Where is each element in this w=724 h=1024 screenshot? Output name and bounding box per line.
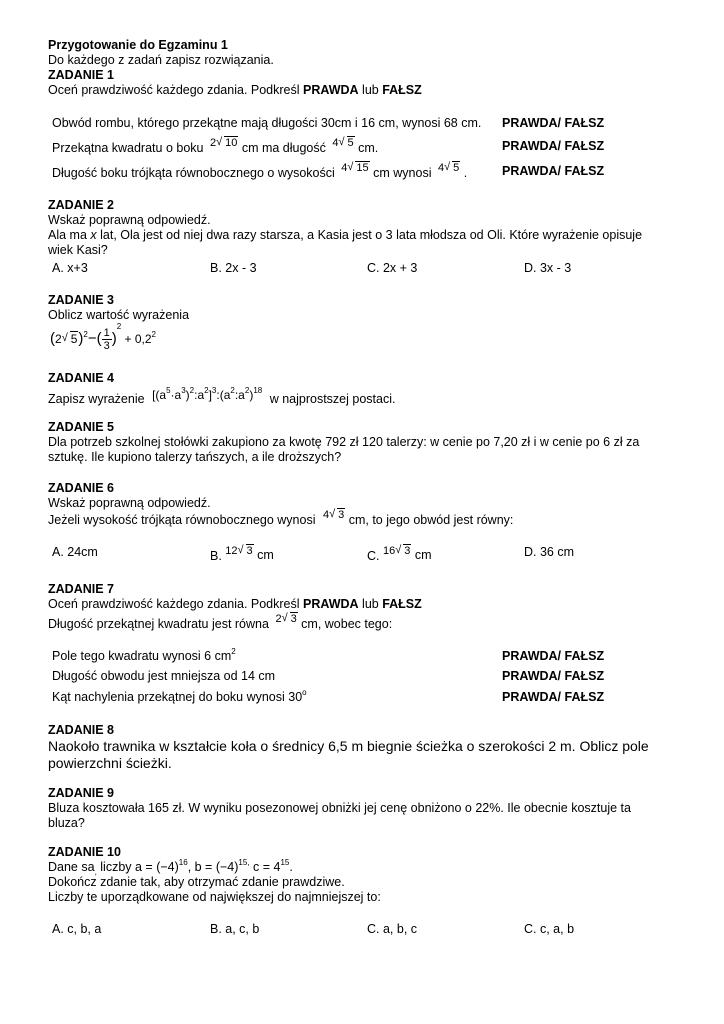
- task6-opt-b-rad: 3: [246, 545, 253, 557]
- task7-instr-prawda: PRAWDA: [303, 597, 359, 611]
- task2-option-b: B. 2x - 3: [210, 261, 257, 275]
- task1-s3-rad1: 15: [356, 162, 369, 174]
- task3-frac-den: 3: [103, 340, 110, 353]
- task7-s1-text: Pole tego kwadratu wynosi 6 cm: [52, 649, 232, 663]
- task3-exp1: 2: [83, 330, 88, 339]
- task10-option-b: B. a, c, b: [210, 922, 260, 936]
- task10-line3: Liczby te uporządkowane od największej do najmniejszej to:: [48, 890, 381, 904]
- task4-expression-line: [48, 386, 396, 407]
- task3-minus: −(: [87, 330, 102, 347]
- task10-d-a: liczby a = (−4): [96, 860, 179, 874]
- task1-statement-3: [52, 162, 468, 182]
- task1-answer-2: PRAWDA/ FAŁSZ: [502, 139, 605, 153]
- task1-answer-1: PRAWDA/ FAŁSZ: [502, 116, 605, 130]
- task10-option-c: C. a, b, c: [367, 922, 418, 936]
- task2-q-post: lat, Ola jest od niej dwa razy starsza, a Kasia jest o 3 lata młodsza od Oli. Które wyrażenie opisuje: [96, 228, 643, 242]
- task6-opt-b-unit: cm: [257, 548, 274, 562]
- task3-exp2: 2: [116, 322, 122, 331]
- task10-d-a-exp: 16: [178, 857, 188, 867]
- task4-e-close1: ): [185, 388, 190, 402]
- task3-paren-close: ): [78, 330, 84, 347]
- sqrt-icon: [339, 136, 355, 151]
- task10-d-b-exp: 15,: [238, 857, 250, 867]
- task6-opt-c-rad: 3: [404, 545, 411, 557]
- task1-title: ZADANIE 1: [48, 68, 114, 82]
- task1-s3-coef2: 4: [437, 162, 445, 174]
- task8-line2: powierzchni ścieżki.: [48, 755, 172, 771]
- task7-answer-3: PRAWDA/ FAŁSZ: [502, 690, 605, 704]
- task6-q-coef: 4: [322, 509, 330, 521]
- task7-s3-sup: o: [302, 687, 307, 697]
- task10-line2: Dokończ zdanie tak, aby otrzymać zdanie prawdziwe.: [48, 875, 345, 889]
- sqrt-icon: [444, 161, 460, 176]
- doc-title: Przygotowanie do Egzaminu 1: [48, 38, 228, 52]
- task4-e-2d: 2: [244, 386, 250, 395]
- task4-expression: [152, 388, 262, 402]
- task1-statement-2: [52, 137, 379, 157]
- task3-frac-num: 1: [103, 327, 110, 340]
- task7-instr-falsz: FAŁSZ: [382, 597, 422, 611]
- task4-pre: Zapisz wyrażenie: [48, 392, 145, 406]
- task10-title: ZADANIE 10: [48, 845, 121, 859]
- sqrt-icon: [282, 612, 298, 627]
- task1-s2-math1: [210, 137, 238, 149]
- task7-answer-1: PRAWDA/ FAŁSZ: [502, 649, 605, 663]
- task1-s3-math2: [438, 162, 460, 174]
- task1-s2-post: cm.: [358, 141, 379, 155]
- task1-s3-mid: cm wynosi: [373, 166, 432, 180]
- task4-e-colon3: :a: [234, 388, 245, 402]
- task10-d-c-exp: 15: [280, 857, 290, 867]
- task6-question: [48, 509, 514, 529]
- task6-option-b: [210, 546, 274, 562]
- task2-question-line2: wiek Kasi?: [48, 243, 108, 257]
- task7-instr-lub: lub: [358, 597, 383, 611]
- task1-s3-rad2: 5: [453, 162, 460, 174]
- task6-option-a: A. 24cm: [52, 545, 98, 559]
- sqrt-icon: [395, 544, 411, 559]
- sqrt-icon: [238, 544, 254, 559]
- task10-option-d: C. c, a, b: [524, 922, 575, 936]
- task7-q-rad: 3: [290, 613, 297, 625]
- task3-fraction: [102, 327, 112, 352]
- task6-opt-c-coef: 16: [382, 545, 396, 557]
- task2-q-pre: Ala ma: [48, 228, 91, 242]
- task6-instruction: Wskaż poprawną odpowiedź.: [48, 496, 211, 510]
- task7-statement-1: [52, 646, 236, 664]
- task9-line2: bluza?: [48, 816, 85, 830]
- task7-instr-text: Oceń prawdziwość każdego zdania. Podkreśl: [48, 597, 303, 611]
- task6-q-pre: Jeżeli wysokość trójkąta równobocznego wynosi: [48, 513, 316, 527]
- task6-title: ZADANIE 6: [48, 481, 114, 495]
- task7-statement-3: [52, 687, 307, 705]
- task3-exp3: 2: [151, 330, 156, 339]
- task7-instruction: [48, 597, 422, 612]
- task4-e-18: 18: [253, 386, 263, 395]
- task3-coef: 2: [55, 332, 62, 346]
- task1-instr-lub: lub: [358, 83, 383, 97]
- task4-e-3b: 3: [211, 386, 217, 395]
- task6-opt-b-coef: 12: [225, 545, 238, 557]
- task1-answer-3: PRAWDA/ FAŁSZ: [502, 164, 605, 178]
- task4-title: ZADANIE 4: [48, 371, 114, 385]
- task7-statement-2: Długość obwodu jest mniejsza od 14 cm: [52, 669, 276, 683]
- task1-s3-post: .: [463, 166, 468, 180]
- sqrt-icon: [347, 161, 369, 176]
- task1-s2-coef1: 2: [209, 137, 217, 149]
- task10-d-pre: Dane sa: [48, 860, 95, 874]
- task6-opt-c-math: [383, 545, 411, 557]
- task5-title: ZADANIE 5: [48, 420, 114, 434]
- task7-q-pre: Długość przekątnej kwadratu jest równa: [48, 617, 269, 631]
- task4-e-dot: ·a: [170, 388, 182, 402]
- task1-s3-pre: Długość boku trójkąta równobocznego o wysokości: [52, 166, 335, 180]
- task9-line1: Bluza kosztowała 165 zł. W wyniku posezonowej obniżki jej cenę obniżono o 22%. Ile obecnie kosztuje ta: [48, 801, 631, 815]
- task1-instruction: [48, 83, 422, 98]
- task1-s2-mid: cm ma długość: [241, 141, 326, 155]
- task3-paren-open: (: [50, 330, 55, 347]
- task10-option-a: A. c, b, a: [52, 922, 102, 936]
- task4-e-5: 5: [166, 386, 171, 395]
- task10-d-c: c = 4: [249, 860, 281, 874]
- doc-subtitle: Do każdego z zadań zapisz rozwiązania.: [48, 53, 274, 67]
- task9-title: ZADANIE 9: [48, 786, 114, 800]
- task7-s1-sup: 2: [231, 646, 236, 656]
- task4-e-2c: 2: [230, 386, 235, 395]
- task7-q-post: cm, wobec tego:: [301, 617, 393, 631]
- task6-q-post: cm, to jego obwód jest równy:: [348, 513, 514, 527]
- task6-option-c: [367, 546, 432, 562]
- task2-instruction: Wskaż poprawną odpowiedź.: [48, 213, 211, 227]
- task2-option-d: D. 3x - 3: [524, 261, 572, 275]
- task7-answer-2: PRAWDA/ FAŁSZ: [502, 669, 605, 683]
- task4-e-2b: 2: [204, 386, 209, 395]
- task4-e-close3: ): [249, 388, 254, 402]
- sqrt-icon: [216, 136, 238, 151]
- task7-s3-text: Kąt nachylenia przekątnej do boku wynosi 30: [52, 690, 303, 704]
- task1-s2-rad2: 5: [347, 137, 354, 149]
- task4-e-3a: 3: [181, 386, 186, 395]
- task4-e-colon1: :a: [194, 388, 205, 402]
- task5-line2: sztukę. Ile kupiono talerzy tańszych, a ile droższych?: [48, 450, 342, 464]
- task3-instruction: Oblicz wartość wyrażenia: [48, 308, 190, 322]
- task7-question: [48, 613, 393, 633]
- task2-title: ZADANIE 2: [48, 198, 114, 212]
- task1-s3-coef1: 4: [341, 162, 348, 174]
- task7-q-math: [275, 613, 297, 625]
- task3-paren-close2: ): [111, 330, 117, 347]
- task4-e-2a: 2: [189, 386, 195, 395]
- task10-d-b: , b = (−4): [187, 860, 239, 874]
- task3-title: ZADANIE 3: [48, 293, 114, 307]
- task1-s2-math2: [332, 137, 354, 149]
- task6-opt-b-label: B.: [210, 549, 222, 563]
- task1-instr-prawda: PRAWDA: [303, 83, 359, 97]
- task6-q-rad: 3: [338, 509, 345, 521]
- task6-opt-b-math: [225, 545, 253, 557]
- task1-s3-math1: [341, 162, 369, 174]
- sqrt-icon: [329, 508, 345, 523]
- task1-s2-coef2: 4: [332, 137, 339, 149]
- task4-e-open: [(a: [152, 388, 167, 402]
- task10-d-comma: ,: [94, 867, 97, 877]
- task4-e-colon2: :(a: [216, 388, 231, 402]
- task6-opt-c-unit: cm: [414, 548, 432, 562]
- task2-q-var: x: [90, 228, 97, 242]
- task8-line1: Naokoło trawnika w kształcie koła o średnicy 6,5 m biegnie ścieżka o szerokości 2 m. Oblicz pole: [48, 738, 649, 754]
- task4-e-close2: ]: [208, 388, 212, 402]
- task4-post: w najprostszej postaci.: [269, 392, 396, 406]
- task3-expression: [50, 322, 156, 353]
- sqrt-icon: [62, 325, 79, 353]
- task6-option-d: D. 36 cm: [524, 545, 575, 559]
- task6-opt-c-label: C.: [367, 549, 380, 563]
- task7-title: ZADANIE 7: [48, 582, 114, 596]
- task8-title: ZADANIE 8: [48, 723, 114, 737]
- task3-plus: + 0,2: [124, 332, 152, 346]
- task7-q-coef: 2: [275, 613, 282, 625]
- task10-d-end: .: [289, 860, 293, 874]
- task1-s2-pre: Przekątna kwadratu o boku: [52, 141, 204, 155]
- task1-statement-1: Obwód rombu, którego przekątne mają długości 30cm i 16 cm, wynosi 68 cm.: [52, 116, 482, 130]
- task2-option-a: A. x+3: [52, 261, 88, 275]
- task2-option-c: C. 2x + 3: [367, 261, 418, 275]
- task1-instr-text: Oceń prawdziwość każdego zdania. Podkreśl: [48, 83, 303, 97]
- task1-instr-falsz: FAŁSZ: [382, 83, 422, 97]
- task5-line1: Dla potrzeb szkolnej stołówki zakupiono za kwotę 792 zł 120 talerzy: w cenie po 7,20 zł i w cenie po 6 zł za: [48, 435, 640, 449]
- task2-question-line1: [48, 228, 642, 243]
- task1-s2-rad1: 10: [225, 137, 238, 149]
- task3-radicand: 5: [70, 332, 78, 346]
- task6-q-math: [323, 509, 345, 521]
